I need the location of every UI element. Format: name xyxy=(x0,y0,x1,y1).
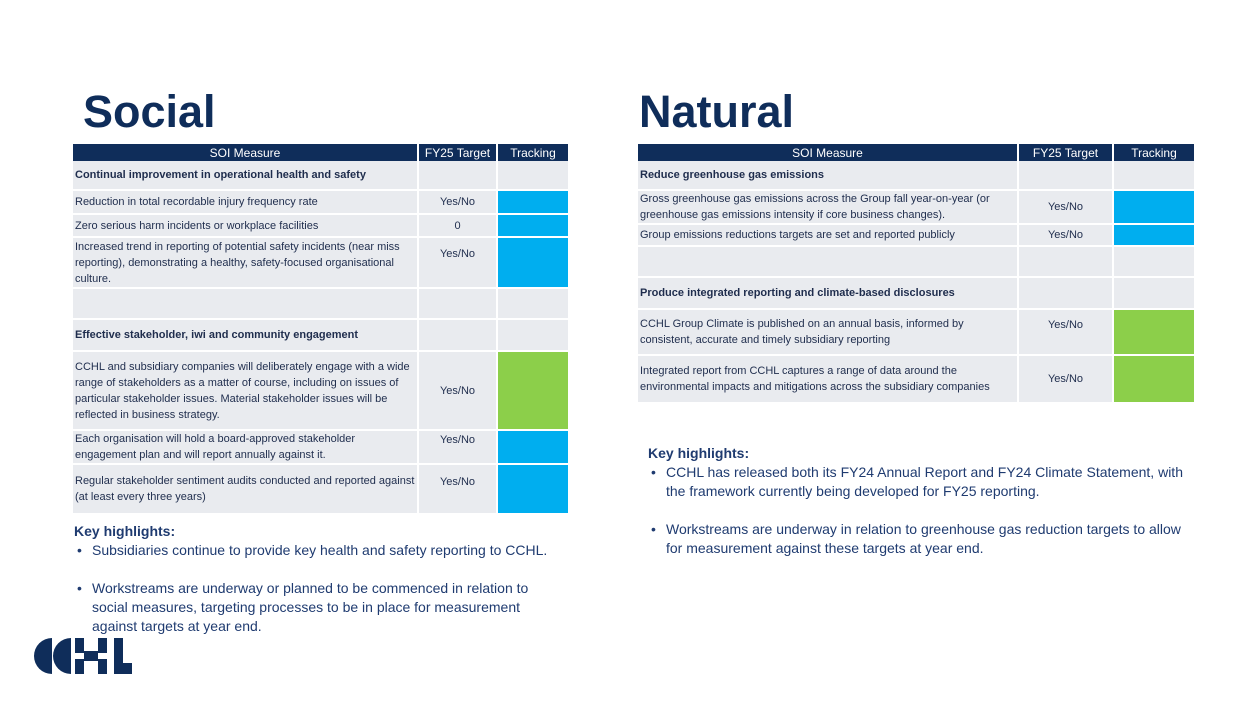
spacer-row xyxy=(73,288,568,319)
highlight-item: • Subsidiaries continue to provide key health and safety reporting to CCHL. xyxy=(74,541,564,560)
social-key-highlights xyxy=(74,522,564,636)
natural-key-highlights xyxy=(648,444,1193,558)
target-value: Yes/No xyxy=(1018,309,1113,355)
table-row xyxy=(638,190,1194,224)
table-row xyxy=(73,237,568,288)
measure-text: Reduction in total recordable injury frequency rate xyxy=(73,190,418,214)
table-header xyxy=(638,144,1194,161)
cchl-logo-icon xyxy=(34,638,132,674)
natural-heading: Natural xyxy=(639,86,795,137)
target-value: Yes/No xyxy=(418,351,497,430)
section-heading: Continual improvement in operational health and safety xyxy=(73,161,418,190)
target-value: Yes/No xyxy=(1018,224,1113,246)
tracking-indicator xyxy=(1113,355,1194,403)
tracking-indicator xyxy=(497,430,568,464)
measure-text: Each organisation will hold a board-approved stakeholder engagement plan and will report annually against it. xyxy=(73,430,418,464)
tracking-indicator xyxy=(1113,161,1194,190)
tracking-indicator xyxy=(497,319,568,351)
table-row xyxy=(73,351,568,430)
col-header-target: FY25 Target xyxy=(418,144,497,161)
target-value: Yes/No xyxy=(418,464,497,514)
table-row xyxy=(638,355,1194,403)
spacer-row xyxy=(638,246,1194,277)
target-value: 0 xyxy=(418,214,497,237)
section-heading: Reduce greenhouse gas emissions xyxy=(638,161,1018,190)
table-header xyxy=(73,144,568,161)
table-row xyxy=(73,190,568,214)
tracking-indicator xyxy=(497,237,568,288)
table-row xyxy=(73,214,568,237)
natural-soi-table xyxy=(638,144,1194,404)
measure-text: CCHL Group Climate is published on an annual basis, informed by consistent, accurate and timely subsidiary reporting xyxy=(638,309,1018,355)
col-header-measure: SOI Measure xyxy=(638,144,1018,161)
target-value: Yes/No xyxy=(418,237,497,288)
key-highlights-title: Key highlights: xyxy=(648,445,750,461)
target-value: Yes/No xyxy=(418,190,497,214)
section-row xyxy=(638,277,1194,309)
target-value: Yes/No xyxy=(1018,190,1113,224)
social-soi-table xyxy=(73,144,568,515)
target-value: Yes/No xyxy=(418,430,497,464)
table-row xyxy=(638,224,1194,246)
highlight-item: • Workstreams are underway or planned to be commenced in relation to social measures, targeting processes to be in place for measurement against targets at year end. xyxy=(74,579,564,636)
col-header-target: FY25 Target xyxy=(1018,144,1113,161)
tracking-indicator xyxy=(497,161,568,190)
col-header-tracking: Tracking xyxy=(1113,144,1194,161)
measure-text: CCHL and subsidiary companies will deliberately engage with a wide range of stakeholders as a matter of course, including on issues of particular stakeholder issues. Material stakeholder issues will be reflected in business strategy. xyxy=(73,351,418,430)
col-header-tracking: Tracking xyxy=(497,144,568,161)
highlight-item: • Workstreams are underway in relation to greenhouse gas reduction targets to allow for measurement against these targets at year end. xyxy=(648,520,1193,558)
tracking-indicator xyxy=(497,190,568,214)
table-row xyxy=(73,464,568,514)
measure-text: Increased trend in reporting of potential safety incidents (near miss reporting), demonstrating a healthy, safety-focused organisational culture. xyxy=(73,237,418,288)
tracking-indicator xyxy=(1113,309,1194,355)
measure-text: Gross greenhouse gas emissions across the Group fall year-on-year (or greenhouse gas emissions intensity if core business changes). xyxy=(638,190,1018,224)
col-header-measure: SOI Measure xyxy=(73,144,418,161)
section-heading: Effective stakeholder, iwi and community engagement xyxy=(73,319,418,351)
tracking-indicator xyxy=(497,214,568,237)
section-heading: Produce integrated reporting and climate-based disclosures xyxy=(638,277,1018,309)
target-value: Yes/No xyxy=(1018,355,1113,403)
tracking-indicator xyxy=(1113,190,1194,224)
social-heading: Social xyxy=(83,86,216,137)
section-row xyxy=(73,319,568,351)
key-highlights-title: Key highlights: xyxy=(74,523,176,539)
highlight-item: • CCHL has released both its FY24 Annual Report and FY24 Climate Statement, with the framework currently being developed for FY25 reporting. xyxy=(648,463,1193,501)
section-row xyxy=(73,161,568,190)
tracking-indicator xyxy=(1113,224,1194,246)
tracking-indicator xyxy=(497,464,568,514)
tracking-indicator xyxy=(497,351,568,430)
measure-text: Integrated report from CCHL captures a range of data around the environmental impacts and mitigations across the subsidiary companies xyxy=(638,355,1018,403)
measure-text: Zero serious harm incidents or workplace facilities xyxy=(73,214,418,237)
measure-text: Group emissions reductions targets are set and reported publicly xyxy=(638,224,1018,246)
table-row xyxy=(73,430,568,464)
measure-text: Regular stakeholder sentiment audits conducted and reported against (at least every three years) xyxy=(73,464,418,514)
section-row xyxy=(638,161,1194,190)
table-row xyxy=(638,309,1194,355)
tracking-indicator xyxy=(1113,277,1194,309)
